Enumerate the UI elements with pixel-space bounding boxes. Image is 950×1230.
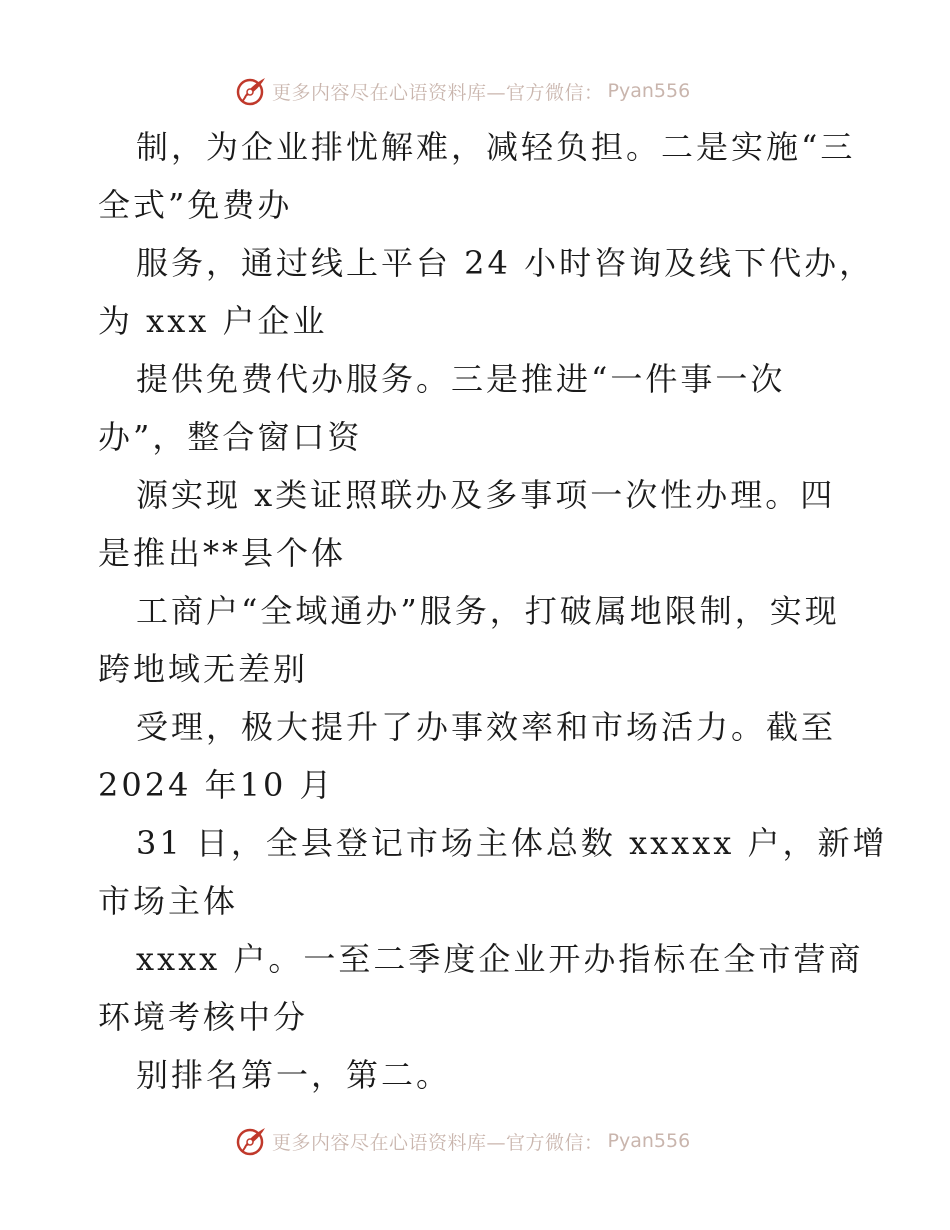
document-body	[98, 118, 888, 1104]
body-line: 2024 年10 月	[98, 766, 335, 804]
body-line: 服务，通过线上平台 24 小时咨询及线下代办，	[136, 244, 875, 282]
body-line: 工商户“全域通办”服务，打破属地限制，实现	[136, 592, 840, 630]
body-line: 制，为企业排忧解难，减轻负担。二是实施“三	[136, 128, 856, 166]
banner-wechat-id: Pyan556	[607, 80, 691, 102]
body-line: 全式”免费办	[98, 186, 293, 224]
banner-wechat-id: Pyan556	[607, 1130, 691, 1152]
banner-promo-text: 更多内容尽在心语资料库—官方微信：	[272, 81, 604, 104]
body-line: 市场主体	[98, 882, 239, 920]
body-line: 别排名第一，第二。	[136, 1056, 452, 1094]
body-line: 31 日，全县登记市场主体总数 xxxxx 户，新增	[136, 824, 888, 862]
footer-banner	[236, 1124, 756, 1158]
body-line: 源实现 x类证照联办及多事项一次性办理。四	[136, 476, 836, 514]
body-line: 环境考核中分	[98, 998, 309, 1036]
body-line: 是推出**县个体	[98, 534, 347, 572]
banner-promo-text: 更多内容尽在心语资料库—官方微信：	[272, 1131, 604, 1154]
body-line: xxxx 户。一至二季度企业开办指标在全市营商	[136, 940, 864, 978]
body-line: 受理，极大提升了办事效率和市场活力。截至	[136, 708, 837, 746]
body-line: 提供免费代办服务。三是推进“一件事一次	[136, 360, 786, 398]
quill-pen-circle-icon	[236, 75, 268, 107]
body-line: 为 xxx 户企业	[98, 302, 328, 340]
body-line: 办”，整合窗口资	[98, 418, 363, 456]
header-banner	[236, 74, 756, 108]
body-line: 跨地域无差别	[98, 650, 309, 688]
quill-pen-circle-icon	[236, 1125, 268, 1157]
